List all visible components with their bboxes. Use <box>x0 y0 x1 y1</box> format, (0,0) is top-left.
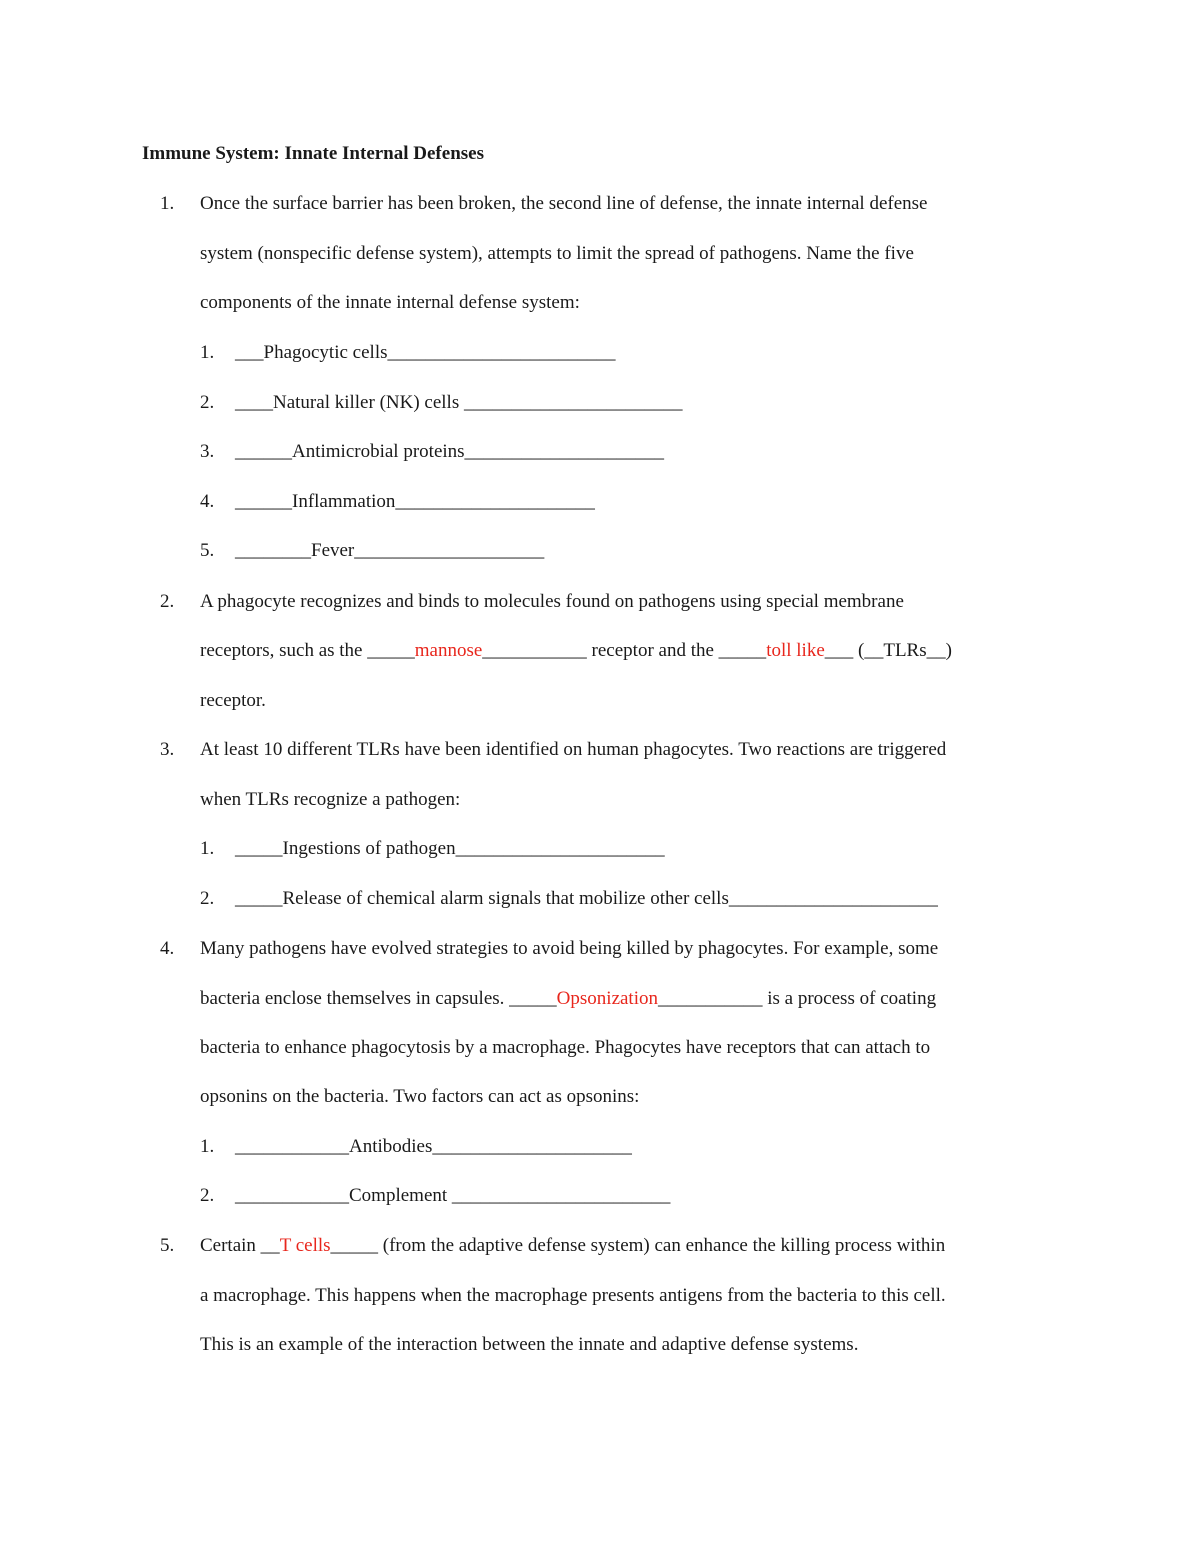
question-text-line: a macrophage. This happens when the macrophage presents antigens from the bacteria to this cell. <box>200 1285 946 1306</box>
answer-text: ______Antimicrobial proteins_____________________ <box>235 441 665 462</box>
answer-text: ____________Complement _______________________ <box>235 1185 671 1206</box>
question-text-line: components of the innate internal defense system: <box>200 292 580 313</box>
page-title: Immune System: Innate Internal Defenses <box>142 143 484 164</box>
answer-number: 2. <box>200 1185 215 1206</box>
question-text-line <box>200 987 936 1011</box>
filled-answer: mannose <box>414 640 483 661</box>
filled-answer: T cells <box>279 1235 331 1256</box>
question-text-line: Many pathogens have evolved strategies to avoid being killed by phagocytes. For example, some <box>200 938 939 959</box>
text-segment: receptors, such as the _____ <box>200 640 415 661</box>
answer-number: 2. <box>200 392 215 413</box>
question-text-line: when TLRs recognize a pathogen: <box>200 789 461 810</box>
answer-number: 5. <box>200 540 215 561</box>
question-text-line: receptor. <box>200 690 266 711</box>
filled-answer: Opsonization <box>556 988 658 1009</box>
answer-number: 4. <box>200 491 215 512</box>
text-segment: ___________ is a process of coating <box>658 988 937 1009</box>
question-number: 2. <box>160 591 175 612</box>
question-number: 5. <box>160 1235 175 1256</box>
answer-text: ______Inflammation_____________________ <box>235 491 595 512</box>
text-segment: _____ (from the adaptive defense system) can enhance the killing process within <box>330 1235 946 1256</box>
question-text-line: A phagocyte recognizes and binds to molecules found on pathogens using special membrane <box>200 591 904 612</box>
question-number: 1. <box>160 193 175 214</box>
question-text-line: Once the surface barrier has been broken, the second line of defense, the innate internal defense <box>200 193 928 214</box>
question-text-line <box>200 1234 945 1258</box>
question-text-line: opsonins on the bacteria. Two factors can act as opsonins: <box>200 1086 640 1107</box>
text-segment: bacteria enclose themselves in capsules. _____ <box>200 988 557 1009</box>
answer-number: 1. <box>200 1136 215 1157</box>
question-text-line: This is an example of the interaction between the innate and adaptive defense systems. <box>200 1334 859 1355</box>
question-text-line: bacteria to enhance phagocytosis by a macrophage. Phagocytes have receptors that can attach to <box>200 1037 931 1058</box>
answer-number: 1. <box>200 838 215 859</box>
answer-text: ____Natural killer (NK) cells _______________________ <box>235 392 683 413</box>
question-number: 3. <box>160 739 175 760</box>
answer-text: ____________Antibodies_____________________ <box>235 1136 632 1157</box>
answer-text: _____Ingestions of pathogen______________________ <box>235 838 665 859</box>
question-text-line: system (nonspecific defense system), attempts to limit the spread of pathogens. Name the five <box>200 243 914 264</box>
text-segment: ___ (__TLRs__) <box>824 640 952 661</box>
question-number: 4. <box>160 938 175 959</box>
answer-text: _____Release of chemical alarm signals that mobilize other cells______________________ <box>235 888 938 909</box>
answer-number: 2. <box>200 888 215 909</box>
answer-number: 3. <box>200 441 215 462</box>
text-segment: Certain __ <box>200 1235 280 1256</box>
filled-answer: toll like <box>766 640 825 661</box>
answer-text: ________Fever____________________ <box>235 540 545 561</box>
question-text-line <box>200 639 952 663</box>
answer-text: ___Phagocytic cells________________________ <box>235 342 616 363</box>
answer-number: 1. <box>200 342 215 363</box>
text-segment: ___________ receptor and the _____ <box>482 640 767 661</box>
question-text-line: At least 10 different TLRs have been identified on human phagocytes. Two reactions are triggered <box>200 739 947 760</box>
